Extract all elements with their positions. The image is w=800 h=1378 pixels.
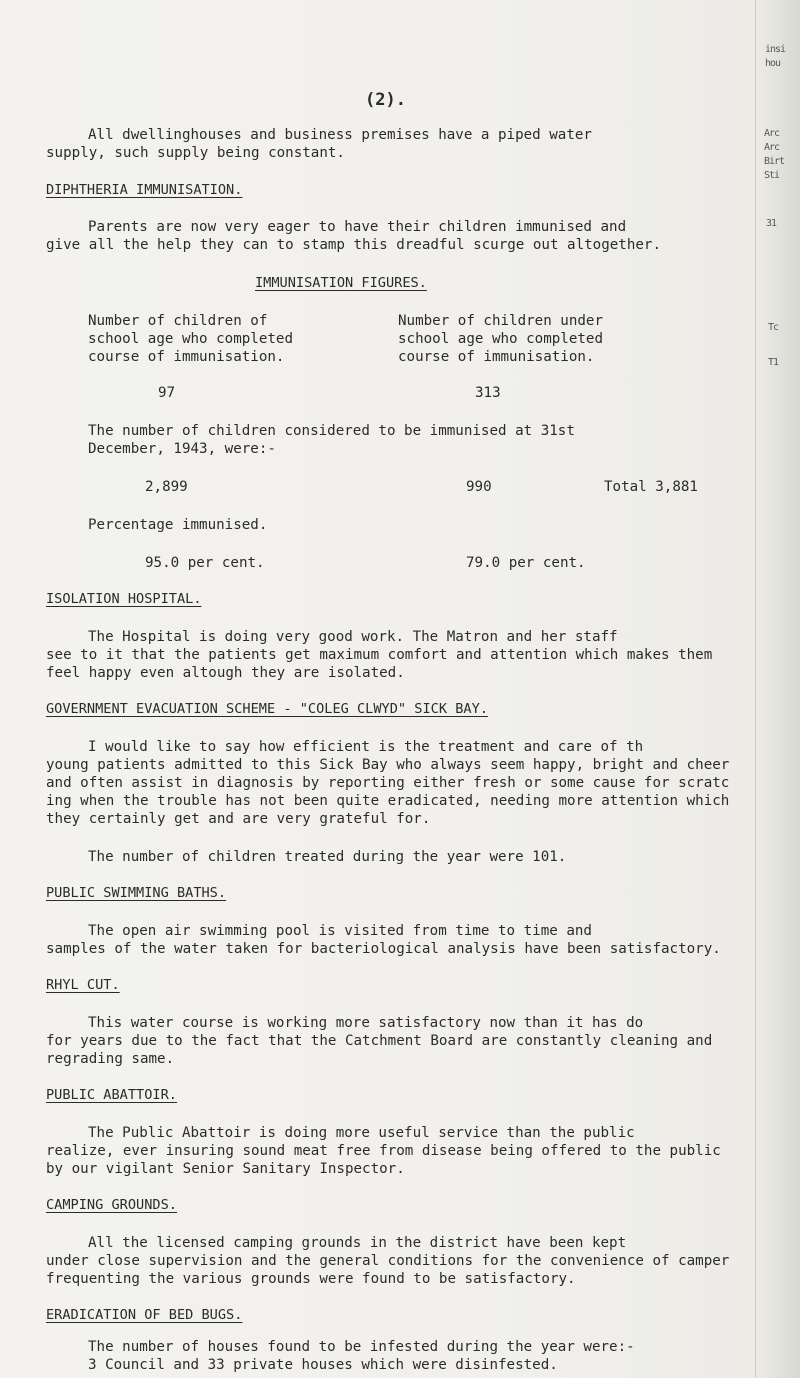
intro-line-1: All dwellinghouses and business premises have a piped water (88, 127, 592, 143)
children-treated-line: The number of children treated during the year were 101. (88, 849, 567, 865)
considered-line-1: The number of children considered to be immunised at 31st (88, 423, 575, 439)
under-school-age-completed-value: 313 (475, 385, 501, 401)
immunisation-figures-heading: IMMUNISATION FIGURES. (255, 275, 427, 291)
abattoir-line-2: realize, ever insuring sound meat free from disease being offered to the public (46, 1143, 721, 1159)
diphtheria-paragraph-line-2: give all the help they can to stamp this dreadful scurge out altogether. (46, 237, 661, 253)
abattoir-line-3: by our vigilant Senior Sanitary Inspector. (46, 1161, 405, 1177)
camping-line-2: under close supervision and the general conditions for the convenience of camper (46, 1253, 730, 1269)
under-school-age-percentage: 79.0 per cent. (466, 555, 586, 571)
percentage-label: Percentage immunised. (88, 517, 268, 533)
school-age-percentage: 95.0 per cent. (145, 555, 265, 571)
evacuation-line-5: they certainly get and are very grateful for. (46, 811, 431, 827)
school-age-label-line-1: Number of children of (88, 313, 268, 329)
rhyl-cut-heading: RHYL CUT. (46, 977, 120, 993)
edge-mark: insi (765, 44, 786, 55)
under-school-age-label-line-2: school age who completed (398, 331, 603, 347)
camping-line-1: All the licensed camping grounds in the district have been kept (88, 1235, 627, 1251)
edge-mark: Arc (764, 142, 780, 153)
evacuation-heading: GOVERNMENT EVACUATION SCHEME - "COLEG CLWYD" SICK BAY. (46, 701, 488, 717)
page-number: (2). (365, 90, 406, 110)
rhyl-cut-line-2: for years due to the fact that the Catchment Board are constantly cleaning and (46, 1033, 713, 1049)
school-age-completed-value: 97 (158, 385, 176, 401)
diphtheria-paragraph-line-1: Parents are now very eager to have their children immunised and (88, 219, 627, 235)
baths-line-1: The open air swimming pool is visited from time to time and (88, 923, 592, 939)
isolation-line-3: feel happy even altough they are isolated. (46, 665, 405, 681)
isolation-heading: ISOLATION HOSPITAL. (46, 591, 202, 607)
evacuation-line-4: ing when the trouble has not been quite eradicated, needing more attention which (46, 793, 730, 809)
baths-line-2: samples of the water taken for bacteriological analysis have been satisfactory. (46, 941, 721, 957)
abattoir-heading: PUBLIC ABATTOIR. (46, 1087, 177, 1103)
bed-bugs-heading: ERADICATION OF BED BUGS. (46, 1307, 243, 1323)
under-school-age-label-line-3: course of immunisation. (398, 349, 595, 365)
evacuation-line-2: young patients admitted to this Sick Bay who always seem happy, bright and cheer (46, 757, 730, 773)
edge-mark: Arc (764, 128, 780, 139)
baths-heading: PUBLIC SWIMMING BATHS. (46, 885, 227, 901)
edge-mark: T1 (768, 357, 779, 368)
immunised-total: Total 3,881 (604, 479, 698, 495)
considered-line-2: December, 1943, were:- (88, 441, 276, 457)
evacuation-line-1: I would like to say how efficient is the treatment and care of th (88, 739, 644, 755)
edge-mark: Birt (764, 156, 785, 167)
diphtheria-heading: DIPHTHERIA IMMUNISATION. (46, 182, 243, 198)
under-school-age-immunised-count: 990 (466, 479, 492, 495)
under-school-age-label-line-1: Number of children under (398, 313, 603, 329)
evacuation-line-3: and often assist in diagnosis by reporting either fresh or some cause for scratc (46, 775, 730, 791)
adjacent-page-edge (755, 0, 800, 1378)
edge-mark: Sti (764, 170, 780, 181)
camping-heading: CAMPING GROUNDS. (46, 1197, 177, 1213)
school-age-label-line-3: course of immunisation. (88, 349, 285, 365)
school-age-immunised-count: 2,899 (145, 479, 188, 495)
rhyl-cut-line-3: regrading same. (46, 1051, 175, 1067)
intro-line-2: supply, such supply being constant. (46, 145, 345, 161)
bed-bugs-line-1: The number of houses found to be infested during the year were:- (88, 1339, 635, 1355)
isolation-line-2: see to it that the patients get maximum comfort and attention which makes them (46, 647, 713, 663)
rhyl-cut-line-1: This water course is working more satisfactory now than it has do (88, 1015, 644, 1031)
abattoir-line-1: The Public Abattoir is doing more useful service than the public (88, 1125, 635, 1141)
edge-mark: 31 (766, 218, 777, 229)
bed-bugs-line-2: 3 Council and 33 private houses which were disinfested. (88, 1357, 558, 1373)
edge-mark: Tc (768, 322, 779, 333)
isolation-line-1: The Hospital is doing very good work. The Matron and her staff (88, 629, 618, 645)
school-age-label-line-2: school age who completed (88, 331, 293, 347)
edge-mark: hou (765, 58, 781, 69)
camping-line-3: frequenting the various grounds were found to be satisfactory. (46, 1271, 576, 1287)
